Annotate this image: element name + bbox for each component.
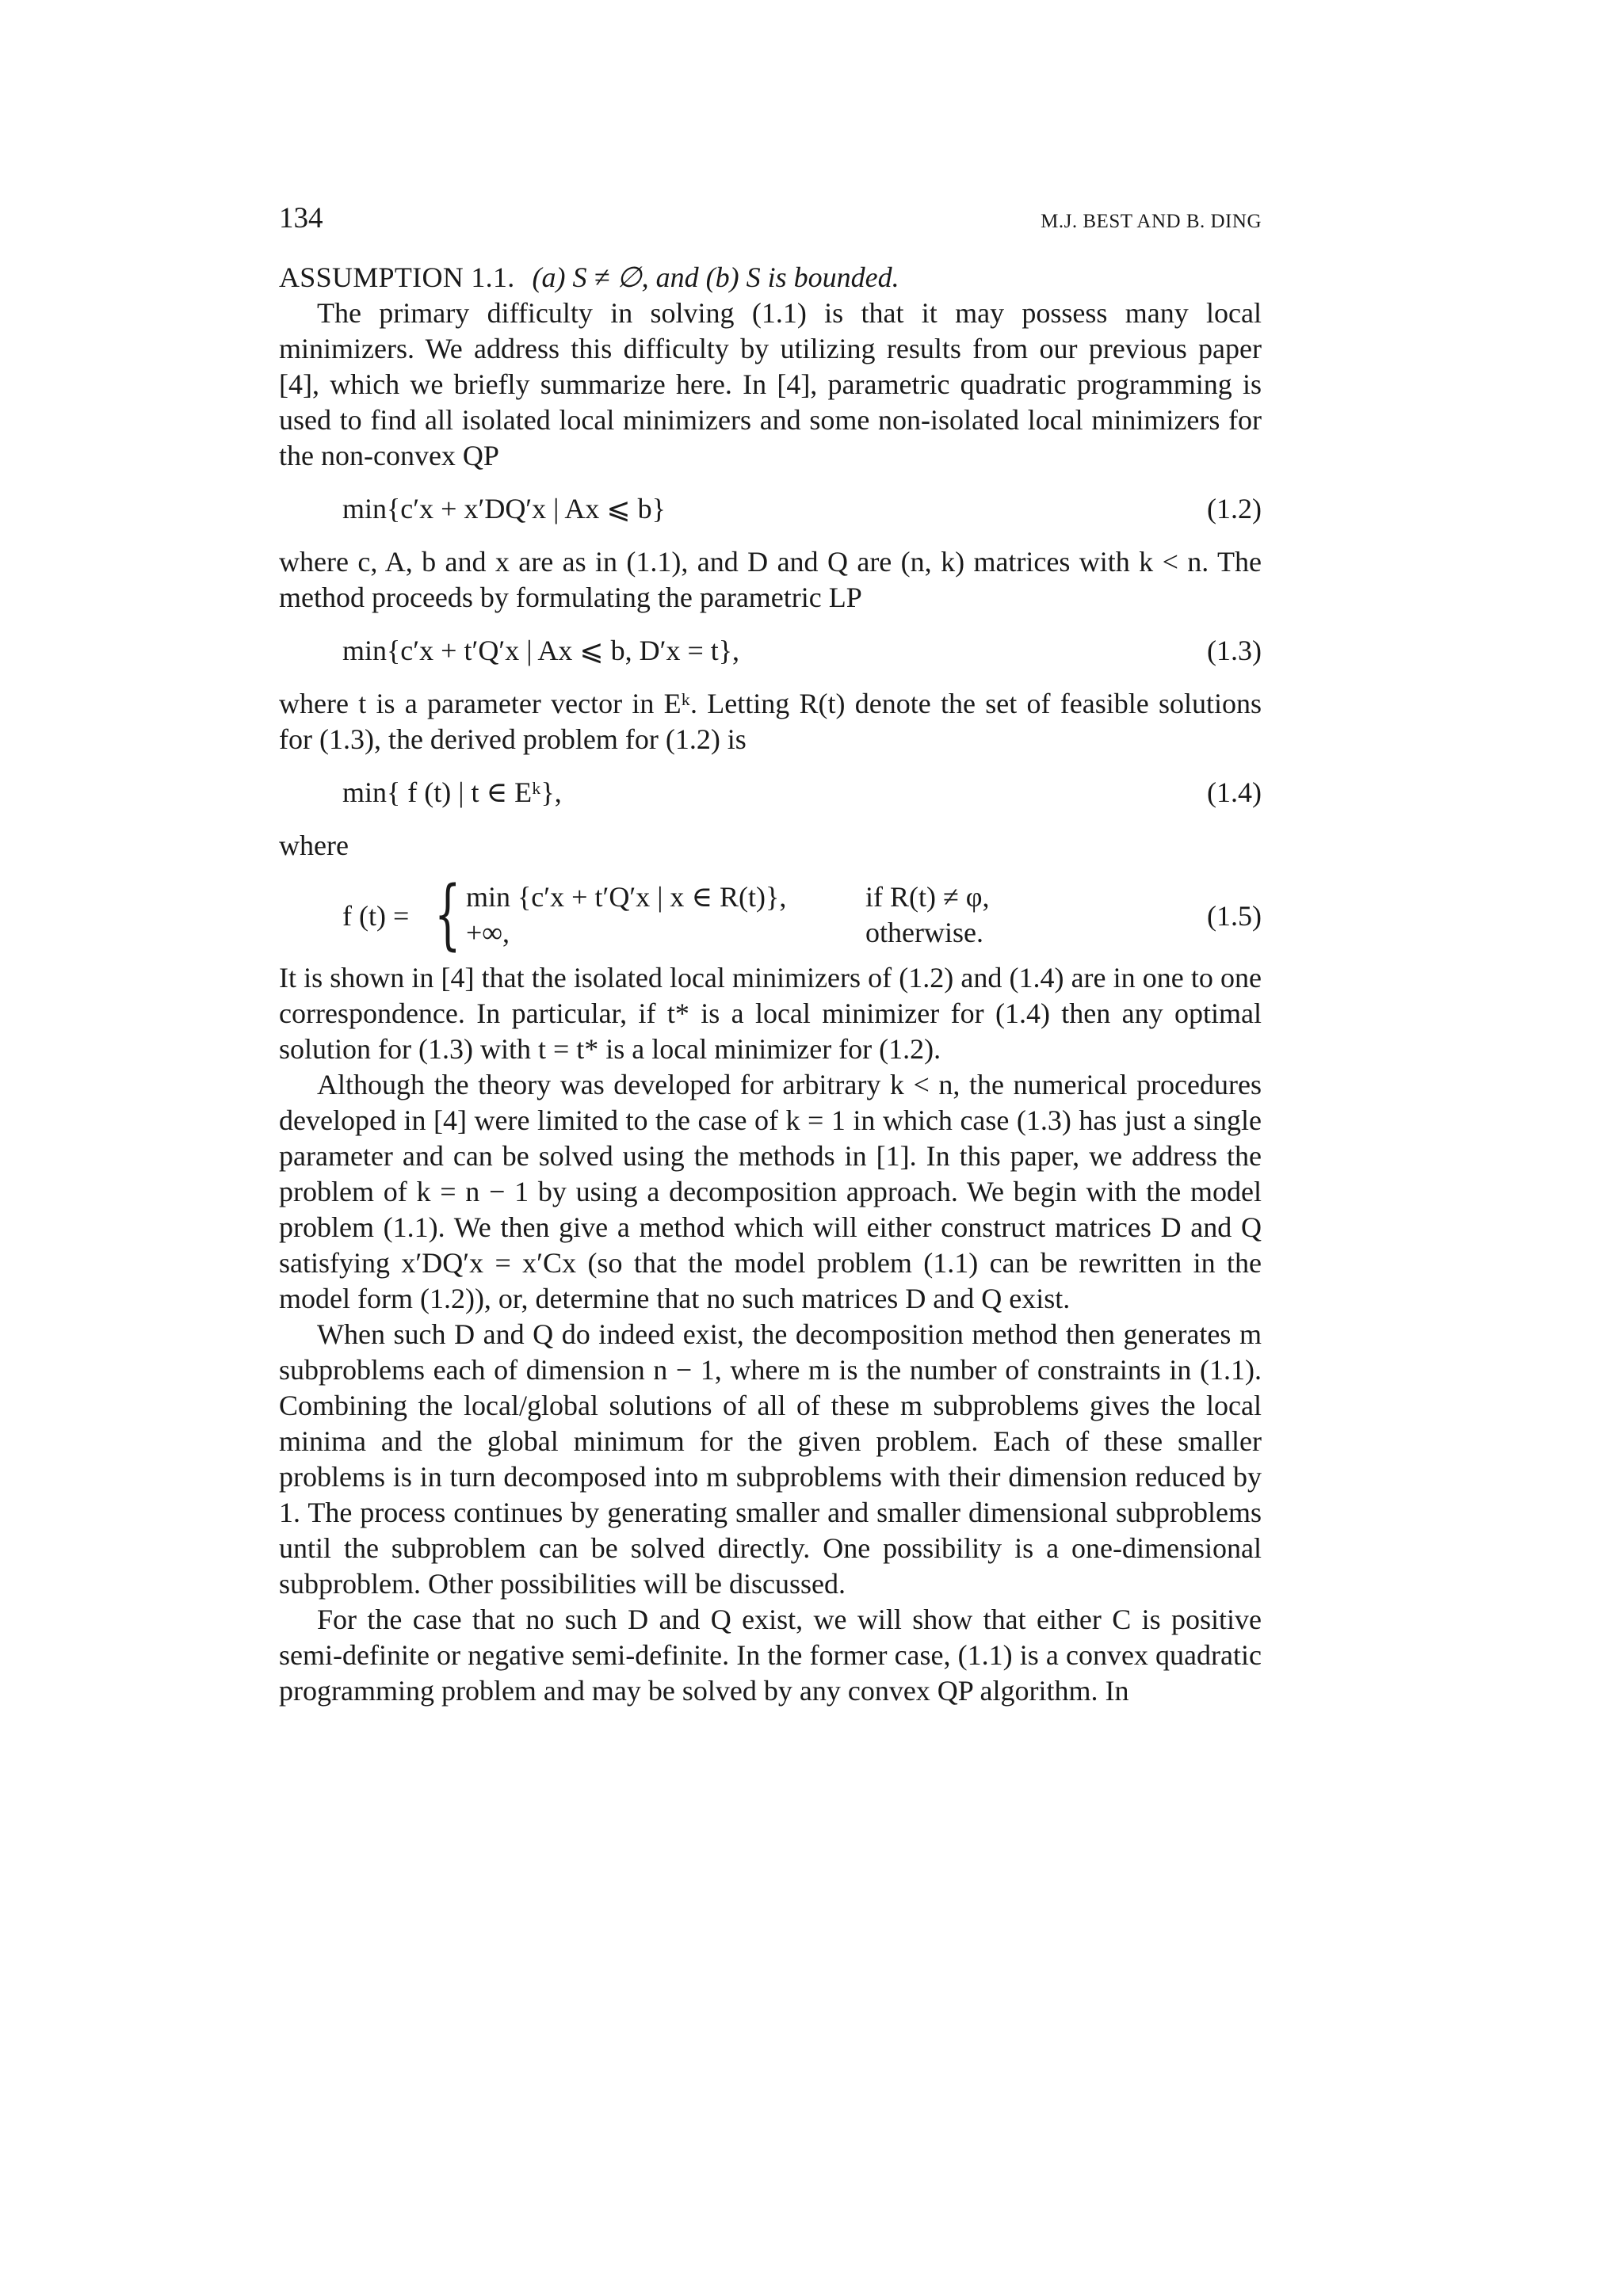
paragraph-correspondence: It is shown in [4] that the isolated local minimizers of (1.2) and (1.4) are in one to one correspondence. In particular, if t* is a local minimizer for (1.4) then any optimal solution for (1.3) with t = t* is a local minimizer for (1.2).: [279, 962, 1262, 1065]
paragraph-decomposition: Although the theory was developed for arbitrary k < n, the numerical procedures developed in [4] were limited to the case of k = 1 in which case (1.3) has just a single parameter and can be solved using the methods in [1]. In this paper, we address the problem of k = n − 1 by using a decomposition approach. We begin with the model problem (1.1). We then give a method which will either construct matrices D and Q satisfying x′DQ′x = x′Cx (so that the model problem (1.1) can be rewritten in the model form (1.2)), or, determine that no such matrices D and Q exist.: [279, 1069, 1262, 1314]
equation-1-5-case-2: +∞,: [466, 917, 510, 948]
paragraph-parameter-vector: where t is a parameter vector in Eᵏ. Letting R(t) denote the set of feasible solutions for (1.3), the derived problem for (1.2) is: [279, 688, 1262, 755]
assumption-label: ASSUMPTION 1.1.: [279, 261, 515, 293]
paragraph-convex-case: For the case that no such D and Q exist, we will show that either C is positive semi-definite or negative semi-definite. In the former case, (1.1) is a convex quadratic programming problem and may be solved by any convex QP algorithm. In: [279, 1604, 1262, 1707]
equation-1-5-condition-1: if R(t) ≠ φ,: [865, 881, 990, 913]
running-head-authors: M.J. BEST AND B. DING: [1041, 211, 1262, 232]
equation-1-5: [279, 870, 1262, 959]
equation-1-5-case-1: min {c′x + t′Q′x | x ∈ R(t)},: [466, 881, 787, 913]
page-number: 134: [279, 202, 323, 235]
paragraph-where-matrices: where c, A, b and x are as in (1.1), and D and Q are (n, k) matrices with k < n. The method proceeds by formulating the parametric LP: [279, 546, 1262, 613]
equation-1-2-expr: min{c′x + x′DQ′x | Ax ⩽ b}: [342, 493, 666, 524]
equation-1-2-number: (1.2): [1207, 493, 1262, 524]
equation-1-4-number: (1.4): [1207, 776, 1262, 808]
equation-1-5-lhs: f (t) =: [342, 900, 410, 932]
assumption-statement: (a) S ≠ ∅, and (b) S is bounded.: [532, 261, 899, 293]
equation-1-3-expr: min{c′x + t′Q′x | Ax ⩽ b, D′x = t},: [342, 635, 740, 666]
equation-1-3-number: (1.3): [1207, 635, 1262, 666]
equation-1-4: [279, 775, 1262, 810]
equation-1-2: [279, 491, 1262, 527]
paper-page: [279, 198, 1262, 1709]
paragraph-intro: The primary difficulty in solving (1.1) is that it may possess many local minimizers. We address this difficulty by utilizing results from our previous paper [4], which we briefly summarize here. In [4], parametric quadratic programming is used to find all isolated local minimizers and some non-isolated local minimizers for the non-convex QP: [279, 297, 1262, 471]
equation-1-3: [279, 633, 1262, 669]
equation-1-5-number: (1.5): [1207, 900, 1262, 932]
equation-1-4-expr: min{ f (t) | t ∈ Eᵏ},: [342, 776, 562, 808]
running-head: [279, 198, 1262, 246]
assumption-1-1: [279, 260, 1262, 296]
left-brace-symbol: {: [434, 870, 461, 959]
paragraph-subproblems: When such D and Q do indeed exist, the decomposition method then generates m subproblems each of dimension n − 1, where m is the number of constraints in (1.1). Combining the local/global solutions of all of these m subproblems gives the local minima and the global minimum for the given problem. Each of these smaller problems is in turn decomposed into m subproblems with their dimension reduced by 1. The process continues by generating smaller and smaller dimensional subproblems until the subproblem can be solved directly. One possibility is a one-dimensional subproblem. Other possibilities will be discussed.: [279, 1318, 1262, 1600]
paragraph-where: where: [279, 830, 349, 861]
equation-1-5-condition-2: otherwise.: [865, 917, 983, 948]
